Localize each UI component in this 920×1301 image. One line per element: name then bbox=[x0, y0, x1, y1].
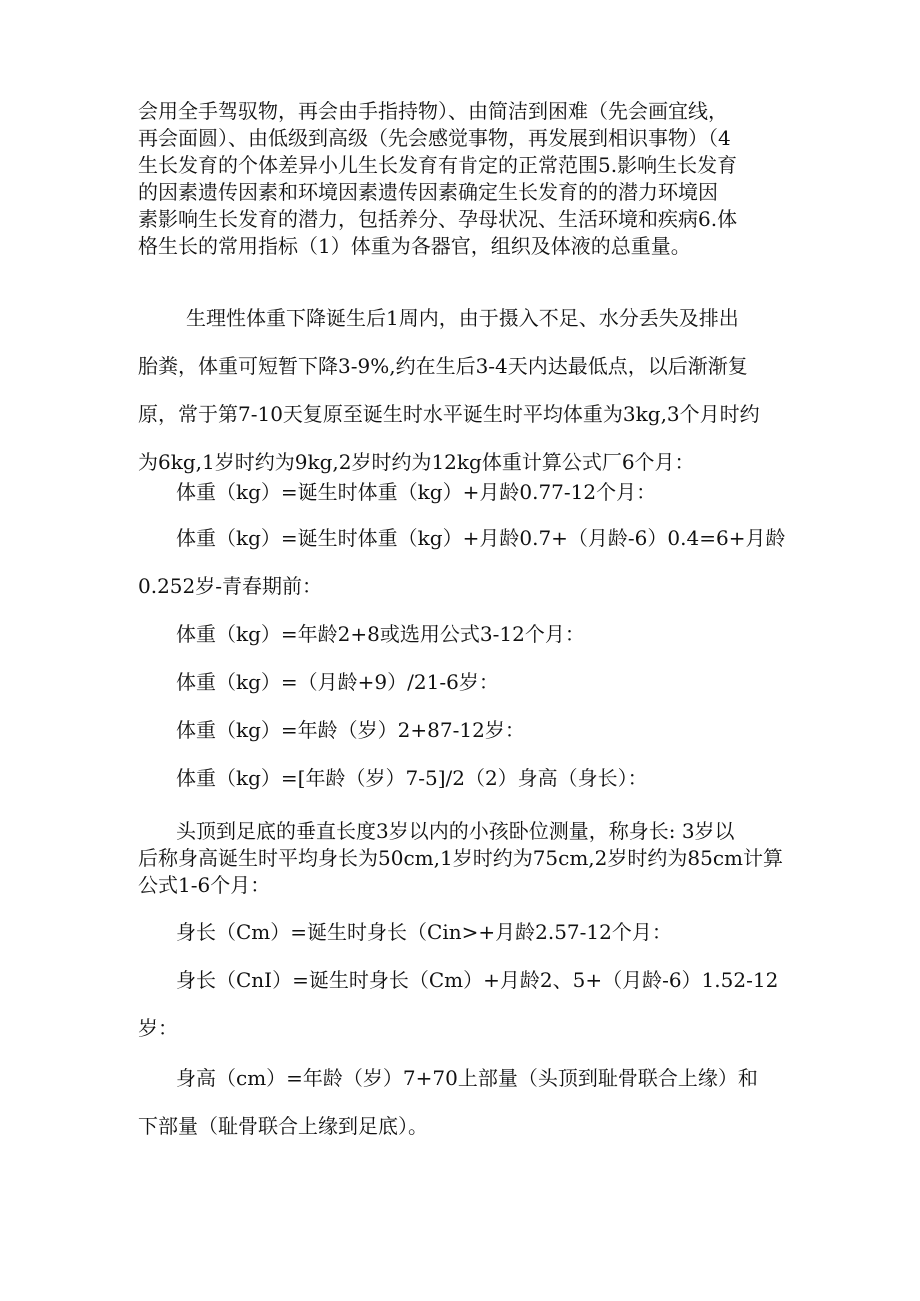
formula-weight-2 bbox=[138, 514, 786, 610]
formula-line: 身长（Cm）=诞生时身长（Cin>+月龄2.57-12个月： bbox=[176, 920, 672, 944]
text-line: 再会面圆）、由低级到高级（先会感觉事物，再发展到相识事物）（4 bbox=[138, 126, 731, 150]
formula-line: 岁： bbox=[138, 1016, 178, 1040]
text-line: 头顶到足底的垂直长度3岁以内的小孩卧位测量，称身长: 3岁以 bbox=[176, 819, 735, 843]
formula-line: 体重（kg）=[年龄（岁）7-5]/2（2）身高（身长）： bbox=[176, 766, 648, 790]
formula-weight-5 bbox=[138, 706, 786, 754]
formula-line: 体重（kg）=年龄（岁）2+87-12岁： bbox=[176, 718, 525, 742]
formula-weight-3 bbox=[138, 610, 786, 658]
formula-line: 体重（kg）=诞生时体重（kg）+月龄0.77-12个月： bbox=[176, 480, 657, 504]
text-line: 胎粪，体重可短暂下降3-9%,约在生后3-4天内达最低点，以后渐渐复 bbox=[138, 354, 748, 378]
text-line: 为6kg,1岁时约为9kg,2岁时约为12kg体重计算公式厂6个月： bbox=[138, 450, 695, 474]
formula-line: 体重（kg）=年龄2+8或选用公式3-12个月： bbox=[176, 622, 585, 646]
text-line: 生理性体重下降诞生后1周内，由于摄入不足、水分丢失及排出 bbox=[186, 306, 739, 330]
formula-line: 0.252岁-青春期前： bbox=[138, 574, 323, 598]
formula-height-3 bbox=[138, 1054, 786, 1150]
paragraph-weight-loss bbox=[138, 294, 786, 486]
text-line: 原，常于第7-10天复原至诞生时水平诞生时平均体重为3kg,3个月时约 bbox=[138, 402, 760, 426]
text-line: 素影响生长发育的潜力，包括养分、孕母状况、生活环境和疾病6.体 bbox=[138, 207, 738, 231]
formula-line: 体重（kg）=（月龄+9）/21-6岁： bbox=[176, 670, 499, 694]
text-line: 后称身高诞生时平均身长为50cm,1岁时约为75cm,2岁时约为85cm计算 bbox=[138, 846, 784, 870]
text-line: 格生长的常用指标（1）体重为各器官，组织及体液的总重量。 bbox=[138, 234, 691, 258]
formula-line: 身高（cm）=年龄（岁）7+70上部量（头顶到耻骨联合上缘）和 bbox=[176, 1066, 758, 1090]
paragraph-growth-development bbox=[138, 98, 786, 260]
formula-height-1 bbox=[138, 908, 786, 956]
formula-weight-4 bbox=[138, 658, 786, 706]
formula-line: 身长（CnI）=诞生时身长（Cm）+月龄2、5+（月龄-6）1.52-12 bbox=[176, 968, 779, 992]
text-line: 会用全手驾驭物，再会由手指持物）、由简洁到困难（先会画宜线， bbox=[138, 99, 728, 123]
text-line: 公式1-6个月： bbox=[138, 873, 271, 897]
text-line: 的因素遗传因素和环境因素遗传因素确定生长发育的的潜力环境因 bbox=[138, 180, 718, 204]
formula-weight-6 bbox=[138, 754, 786, 802]
formula-height-2 bbox=[138, 956, 786, 1052]
formula-line: 下部量（耻骨联合上缘到足底）。 bbox=[138, 1114, 428, 1138]
text-line: 生长发育的个体差异小儿生长发育有肯定的正常范围5.影响生长发育 bbox=[138, 153, 738, 177]
paragraph-height bbox=[138, 818, 786, 899]
formula-weight-1 bbox=[138, 468, 786, 516]
formula-line: 体重（kg）=诞生时体重（kg）+月龄0.7+（月龄-6）0.4=6+月龄 bbox=[176, 526, 786, 550]
